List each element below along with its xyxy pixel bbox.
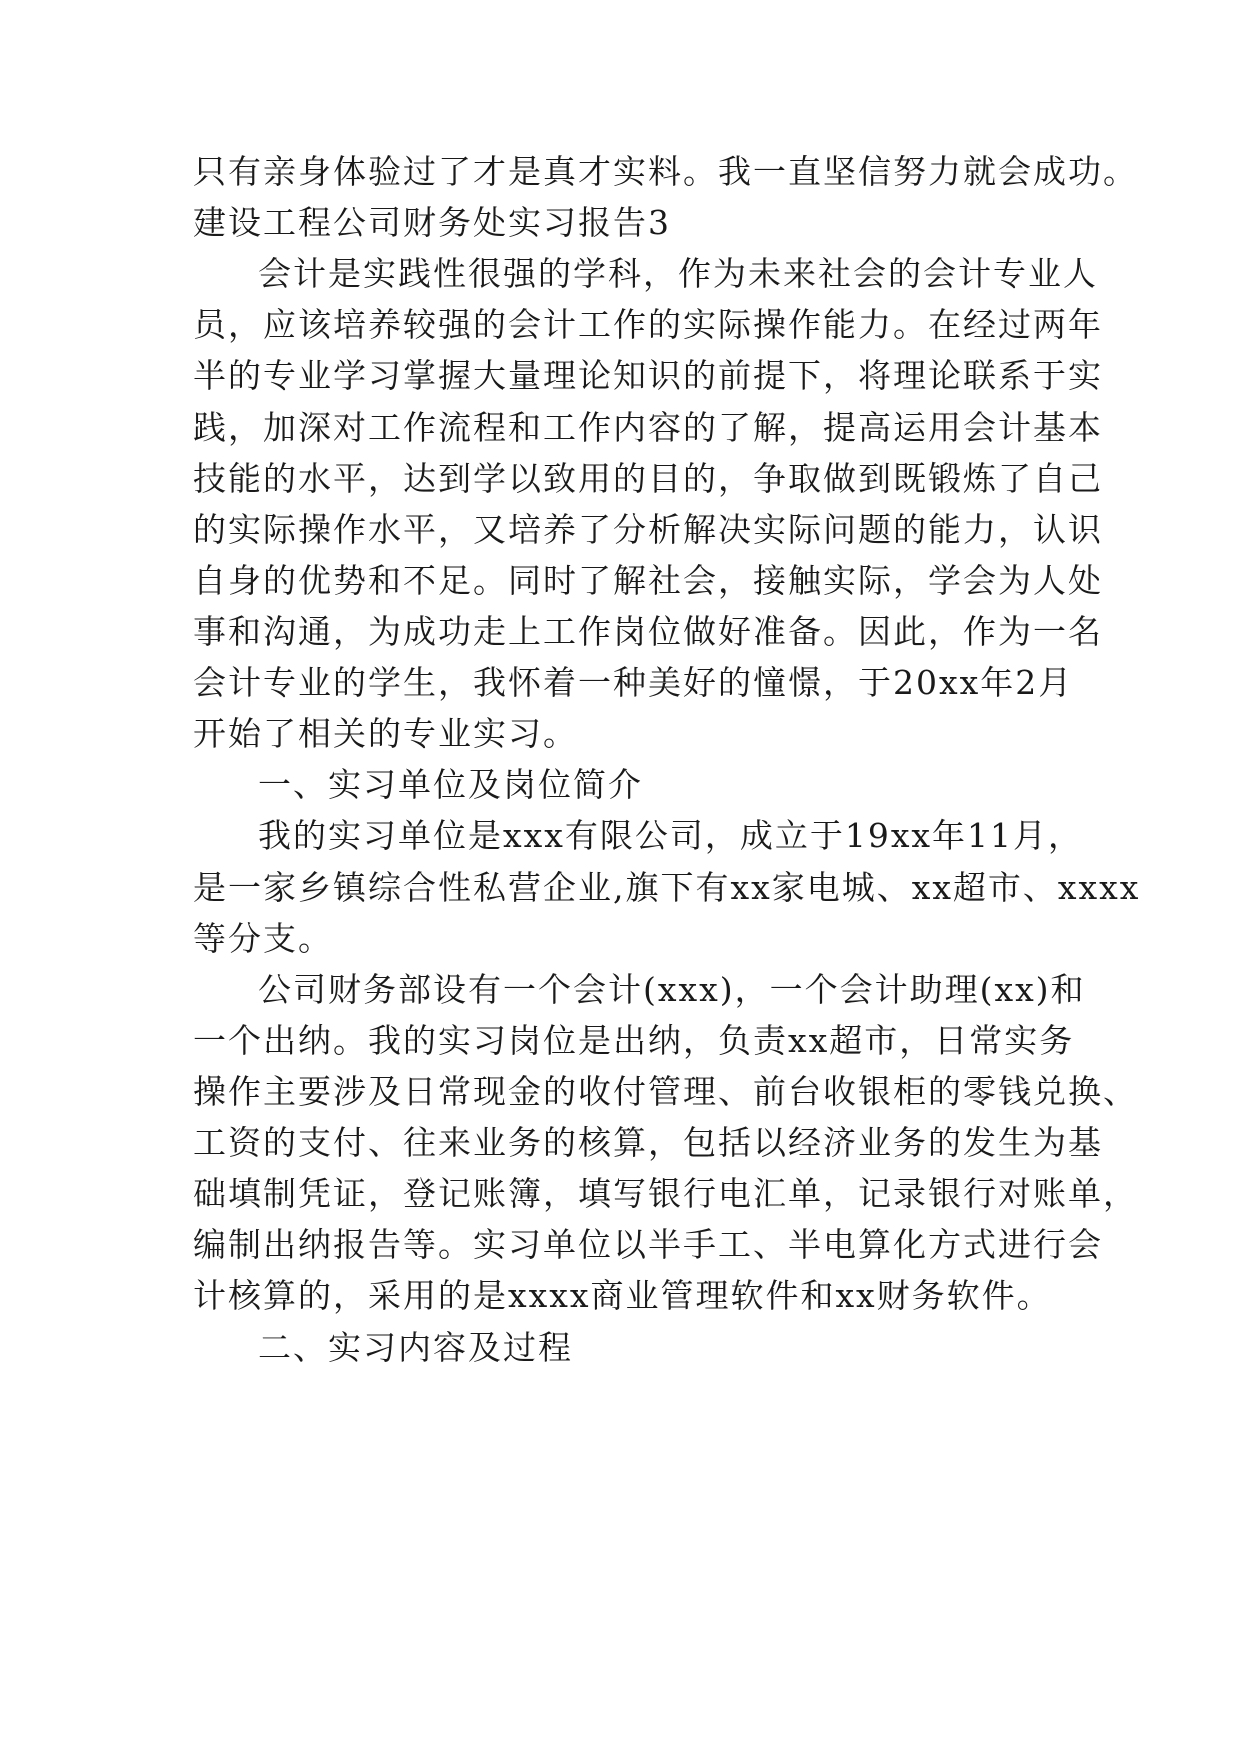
subheading: 一、实习单位及岗位简介 (258, 765, 643, 804)
text-line: 我的实习单位是xxx有限公司，成立于19xx年11月， (258, 816, 1084, 855)
subheading: 二、实习内容及过程 (258, 1328, 573, 1367)
text-line: 公司财务部设有一个会计(xxx)，一个会计助理(xx)和 (258, 970, 1086, 1009)
text-line: 一个出纳。我的实习岗位是出纳，负责xx超市，日常实务 (193, 1021, 1075, 1060)
text-line: 只有亲身体验过了才是真才实料。我一直坚信努力就会成功。 (193, 152, 1138, 191)
text-line: 开始了相关的专业实习。 (193, 714, 578, 753)
text-line: 工资的支付、往来业务的核算，包括以经济业务的发生为基 (193, 1123, 1103, 1162)
section-title: 建设工程公司财务处实习报告3 (193, 203, 671, 242)
text-line: 会计是实践性很强的学科，作为未来社会的会计专业人 (258, 254, 1098, 293)
text-line: 的实际操作水平，又培养了分析解决实际问题的能力，认识 (193, 510, 1103, 549)
text-line: 础填制凭证，登记账簿，填写银行电汇单，记录银行对账单， (193, 1174, 1138, 1213)
text-line: 员，应该培养较强的会计工作的实际操作能力。在经过两年 (193, 305, 1103, 344)
text-line: 编制出纳报告等。实习单位以半手工、半电算化方式进行会 (193, 1225, 1103, 1264)
text-line: 会计专业的学生，我怀着一种美好的憧憬，于20xx年2月 (193, 663, 1074, 702)
text-line: 计核算的，采用的是xxxx商业管理软件和xx财务软件。 (193, 1276, 1052, 1315)
text-line: 事和沟通，为成功走上工作岗位做好准备。因此，作为一名 (193, 612, 1103, 651)
text-line: 技能的水平，达到学以致用的目的，争取做到既锻炼了自己 (193, 459, 1103, 498)
text-line: 操作主要涉及日常现金的收付管理、前台收银柜的零钱兑换、 (193, 1072, 1138, 1111)
text-line: 等分支。 (193, 919, 333, 958)
text-line: 自身的优势和不足。同时了解社会，接触实际，学会为人处 (193, 561, 1103, 600)
text-line: 半的专业学习掌握大量理论知识的前提下，将理论联系于实 (193, 356, 1103, 395)
text-line: 是一家乡镇综合性私营企业,旗下有xx家电城、xx超市、xxxx (193, 868, 1141, 907)
text-line: 践，加深对工作流程和工作内容的了解，提高运用会计基本 (193, 408, 1103, 447)
